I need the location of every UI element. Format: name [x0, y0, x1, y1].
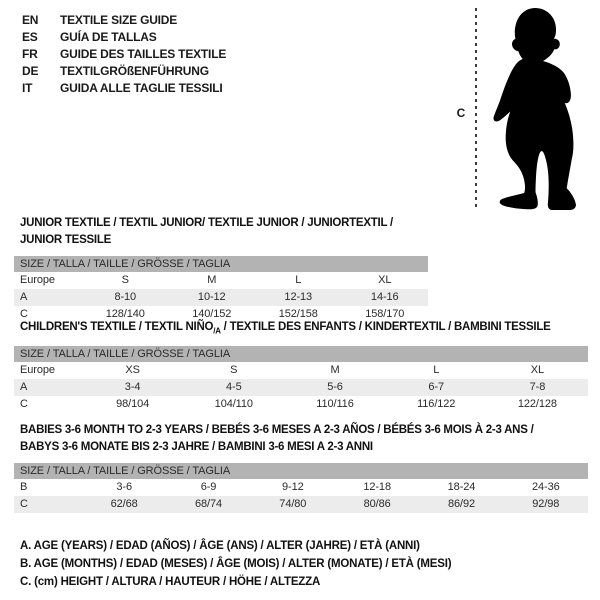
measure-legend: [20, 537, 451, 591]
size-header-label: SIZE / TALLA / TAILLE / GRÖSSE / TAGLIA: [20, 465, 231, 477]
table-cell: 5-6: [327, 381, 343, 394]
table-row: [14, 396, 588, 413]
language-code: IT: [22, 81, 33, 95]
height-measure-label: C: [456, 106, 466, 120]
table-title: [14, 319, 588, 339]
language-title: TEXTILE SIZE GUIDE: [60, 13, 178, 27]
legend-line-c: C. (cm) HEIGHT / ALTURA / HAUTEUR / HÖHE / ALTEZZA: [20, 576, 321, 588]
table-title-line: BABYS 3-6 MONATE BIS 2-3 JAHRE / BAMBINI 3-6 MESI A 2-3 ANNI: [20, 441, 373, 453]
table-cell: 116/122: [417, 398, 456, 411]
table-cell: 10-12: [197, 291, 226, 303]
table-cell: 62/68: [110, 498, 138, 510]
row-label: C: [20, 308, 28, 320]
table-cell: 74/80: [279, 498, 307, 510]
table-body: [14, 272, 428, 323]
table-cell: L: [433, 364, 440, 377]
row-label: C: [20, 398, 28, 411]
language-code: FR: [22, 47, 38, 61]
size-table: [14, 256, 428, 323]
table-cell: 9-12: [282, 481, 304, 493]
table-cell: 104/110: [214, 398, 253, 411]
language-row: [22, 29, 226, 46]
table-cell: XS: [125, 364, 140, 377]
language-row: [22, 46, 226, 63]
table-cell: M: [207, 274, 217, 286]
table-cell: 12-13: [284, 291, 313, 303]
table-cell: 3-4: [124, 381, 141, 394]
table-row: [14, 379, 588, 396]
table-cell: 68/74: [194, 498, 222, 510]
size-header-bar: [14, 463, 588, 479]
table-cell: M: [330, 364, 340, 377]
table-cell: 6-7: [428, 381, 445, 394]
table-cell: 98/104: [116, 398, 150, 411]
table-cell: XL: [530, 364, 545, 377]
row-label: Europe: [20, 274, 55, 286]
table-title-line: JUNIOR TEXTILE / TEXTIL JUNIOR/ TEXTILE JUNIOR / JUNIORTEXTIL / JUNIOR TESSILE: [20, 217, 393, 246]
size-table: [14, 463, 588, 513]
table-cell: L: [295, 274, 302, 286]
table-cell: S: [121, 274, 129, 286]
table-cell: 8-10: [114, 291, 137, 303]
table-cell: 80/86: [363, 498, 391, 510]
table-cell: 92/98: [532, 498, 560, 510]
table-cell: 122/128: [517, 398, 557, 411]
table-row: [14, 479, 588, 496]
table-cell: 14-16: [370, 291, 399, 303]
language-row: [22, 80, 226, 97]
size-header-label: SIZE / TALLA / TAILLE / GRÖSSE / TAGLIA: [20, 348, 231, 361]
size-header-bar: [14, 346, 588, 362]
table-body: [14, 362, 588, 413]
table-cell: 140/152: [192, 308, 232, 320]
language-code: EN: [22, 13, 39, 27]
legend-line-a: A. AGE (YEARS) / EDAD (AÑOS) / ÂGE (ANS) / ALTER (JAHRE) / ETÀ (ANNI): [20, 540, 420, 552]
table-cell: 3-6: [116, 481, 132, 493]
size-header-label: SIZE / TALLA / TAILLE / GRÖSSE / TAGLIA: [20, 258, 231, 270]
table-body: [14, 479, 588, 513]
language-title: GUIDE DES TAILLES TEXTILE: [60, 47, 227, 61]
junior-textile-section: [14, 215, 428, 323]
table-title-line: CHILDREN'S TEXTILE / TEXTIL $NIÑO_{/A}$ / TEXTILE DES ENFANTS / KINDERTEXTIL / BAMBINI TESSILE: [20, 321, 551, 336]
table-title-line: BABIES 3-6 MONTH TO 2-3 YEARS / BEBÉS 3-6 MESES A 2-3 AÑOS / BÉBÉS 3-6 MOIS À 2-3 ANS /: [20, 424, 534, 436]
size-table: [14, 346, 588, 413]
table-cell: 6-9: [200, 481, 217, 493]
row-label: Europe: [20, 364, 55, 377]
row-label: A: [20, 381, 28, 394]
table-cell: 7-8: [529, 381, 546, 394]
row-label: A: [20, 291, 28, 303]
language-code: ES: [22, 30, 38, 44]
babies-textile-section: [14, 422, 588, 513]
table-cell: 128/140: [105, 308, 145, 320]
row-label: B: [20, 481, 28, 493]
table-cell: 110/116: [316, 398, 354, 411]
table-cell: XL: [378, 274, 392, 286]
table-cell: S: [230, 364, 238, 377]
language-title: TEXTILGRÖßENFÜHRUNG: [60, 64, 209, 78]
legend-line-b: B. AGE (MONTHS) / EDAD (MESES) / ÂGE (MOIS) / ALTER (MONATE) / ETÀ (MESI): [20, 558, 452, 570]
row-label: C: [20, 498, 28, 510]
table-cell: 158/170: [365, 308, 405, 320]
table-cell: 4-5: [226, 381, 242, 394]
table-cell: 12-18: [363, 481, 391, 493]
table-cell: 152/158: [278, 308, 318, 320]
table-title: [14, 422, 588, 456]
language-title: GUIDA ALLE TAGLIE TESSILI: [60, 81, 223, 95]
table-cell: 24-36: [531, 481, 560, 493]
language-code: DE: [22, 64, 39, 78]
table-row: [14, 496, 588, 513]
size-header-bar: [14, 256, 428, 272]
language-title: GUÍA DE TALLAS: [60, 30, 157, 44]
language-guide: [22, 12, 226, 97]
children-textile-section: [14, 319, 588, 413]
table-row: [14, 362, 588, 379]
table-cell: 18-24: [447, 481, 476, 493]
table-row: [14, 272, 428, 289]
language-row: [22, 63, 226, 80]
baby-silhouette-icon: [486, 4, 592, 212]
measure-dotted-line: [475, 8, 477, 207]
language-row: [22, 12, 226, 29]
table-cell: 86/92: [447, 498, 475, 510]
table-row: [14, 289, 428, 306]
table-title: [14, 215, 428, 249]
